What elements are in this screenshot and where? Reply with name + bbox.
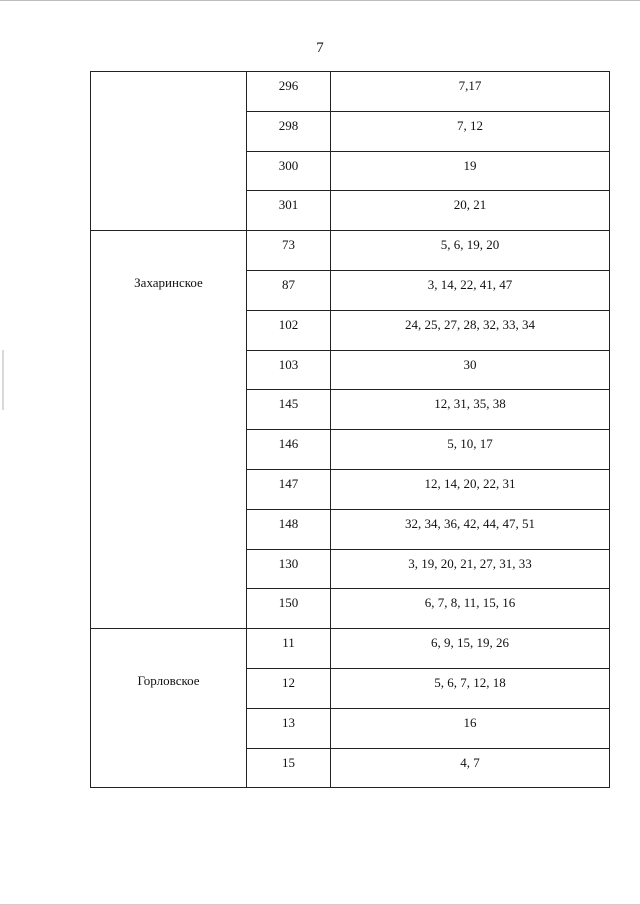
forestry-table bbox=[90, 71, 610, 788]
plot-numbers-cell: 19 bbox=[331, 151, 610, 191]
plot-numbers-cell: 12, 31, 35, 38 bbox=[331, 390, 610, 430]
block-number-cell: 301 bbox=[247, 191, 331, 231]
district-name-cell: Горловское bbox=[91, 629, 247, 788]
plot-numbers-cell: 6, 7, 8, 11, 15, 16 bbox=[331, 589, 610, 629]
block-number-cell: 73 bbox=[247, 231, 331, 271]
block-number-cell: 13 bbox=[247, 708, 331, 748]
plot-numbers-cell: 5, 10, 17 bbox=[331, 430, 610, 470]
table-body bbox=[91, 72, 610, 788]
district-name-cell: Захаринское bbox=[91, 231, 247, 629]
plot-numbers-cell: 32, 34, 36, 42, 44, 47, 51 bbox=[331, 509, 610, 549]
block-number-cell: 11 bbox=[247, 629, 331, 669]
scan-margin-mark bbox=[2, 350, 4, 410]
block-number-cell: 103 bbox=[247, 350, 331, 390]
plot-numbers-cell: 16 bbox=[331, 708, 610, 748]
block-number-cell: 298 bbox=[247, 111, 331, 151]
block-number-cell: 148 bbox=[247, 509, 331, 549]
block-number-cell: 12 bbox=[247, 668, 331, 708]
plot-numbers-cell: 7, 12 bbox=[331, 111, 610, 151]
block-number-cell: 87 bbox=[247, 270, 331, 310]
block-number-cell: 296 bbox=[247, 72, 331, 112]
scan-edge-top bbox=[0, 0, 640, 1]
block-number-cell: 102 bbox=[247, 310, 331, 350]
plot-numbers-cell: 5, 6, 7, 12, 18 bbox=[331, 668, 610, 708]
plot-numbers-cell: 7,17 bbox=[331, 72, 610, 112]
plot-numbers-cell: 20, 21 bbox=[331, 191, 610, 231]
block-number-cell: 145 bbox=[247, 390, 331, 430]
block-number-cell: 146 bbox=[247, 430, 331, 470]
district-name-cell bbox=[91, 72, 247, 231]
plot-numbers-cell: 5, 6, 19, 20 bbox=[331, 231, 610, 271]
plot-numbers-cell: 24, 25, 27, 28, 32, 33, 34 bbox=[331, 310, 610, 350]
plot-numbers-cell: 3, 19, 20, 21, 27, 31, 33 bbox=[331, 549, 610, 589]
block-number-cell: 15 bbox=[247, 748, 331, 788]
plot-numbers-cell: 4, 7 bbox=[331, 748, 610, 788]
plot-numbers-cell: 30 bbox=[331, 350, 610, 390]
block-number-cell: 150 bbox=[247, 589, 331, 629]
block-number-cell: 130 bbox=[247, 549, 331, 589]
block-number-cell: 300 bbox=[247, 151, 331, 191]
table-row bbox=[91, 72, 610, 112]
plot-numbers-cell: 6, 9, 15, 19, 26 bbox=[331, 629, 610, 669]
block-number-cell: 147 bbox=[247, 469, 331, 509]
table-row bbox=[91, 629, 610, 669]
plot-numbers-cell: 12, 14, 20, 22, 31 bbox=[331, 469, 610, 509]
plot-numbers-cell: 3, 14, 22, 41, 47 bbox=[331, 270, 610, 310]
page-number: 7 bbox=[316, 40, 324, 56]
table-row bbox=[91, 231, 610, 271]
